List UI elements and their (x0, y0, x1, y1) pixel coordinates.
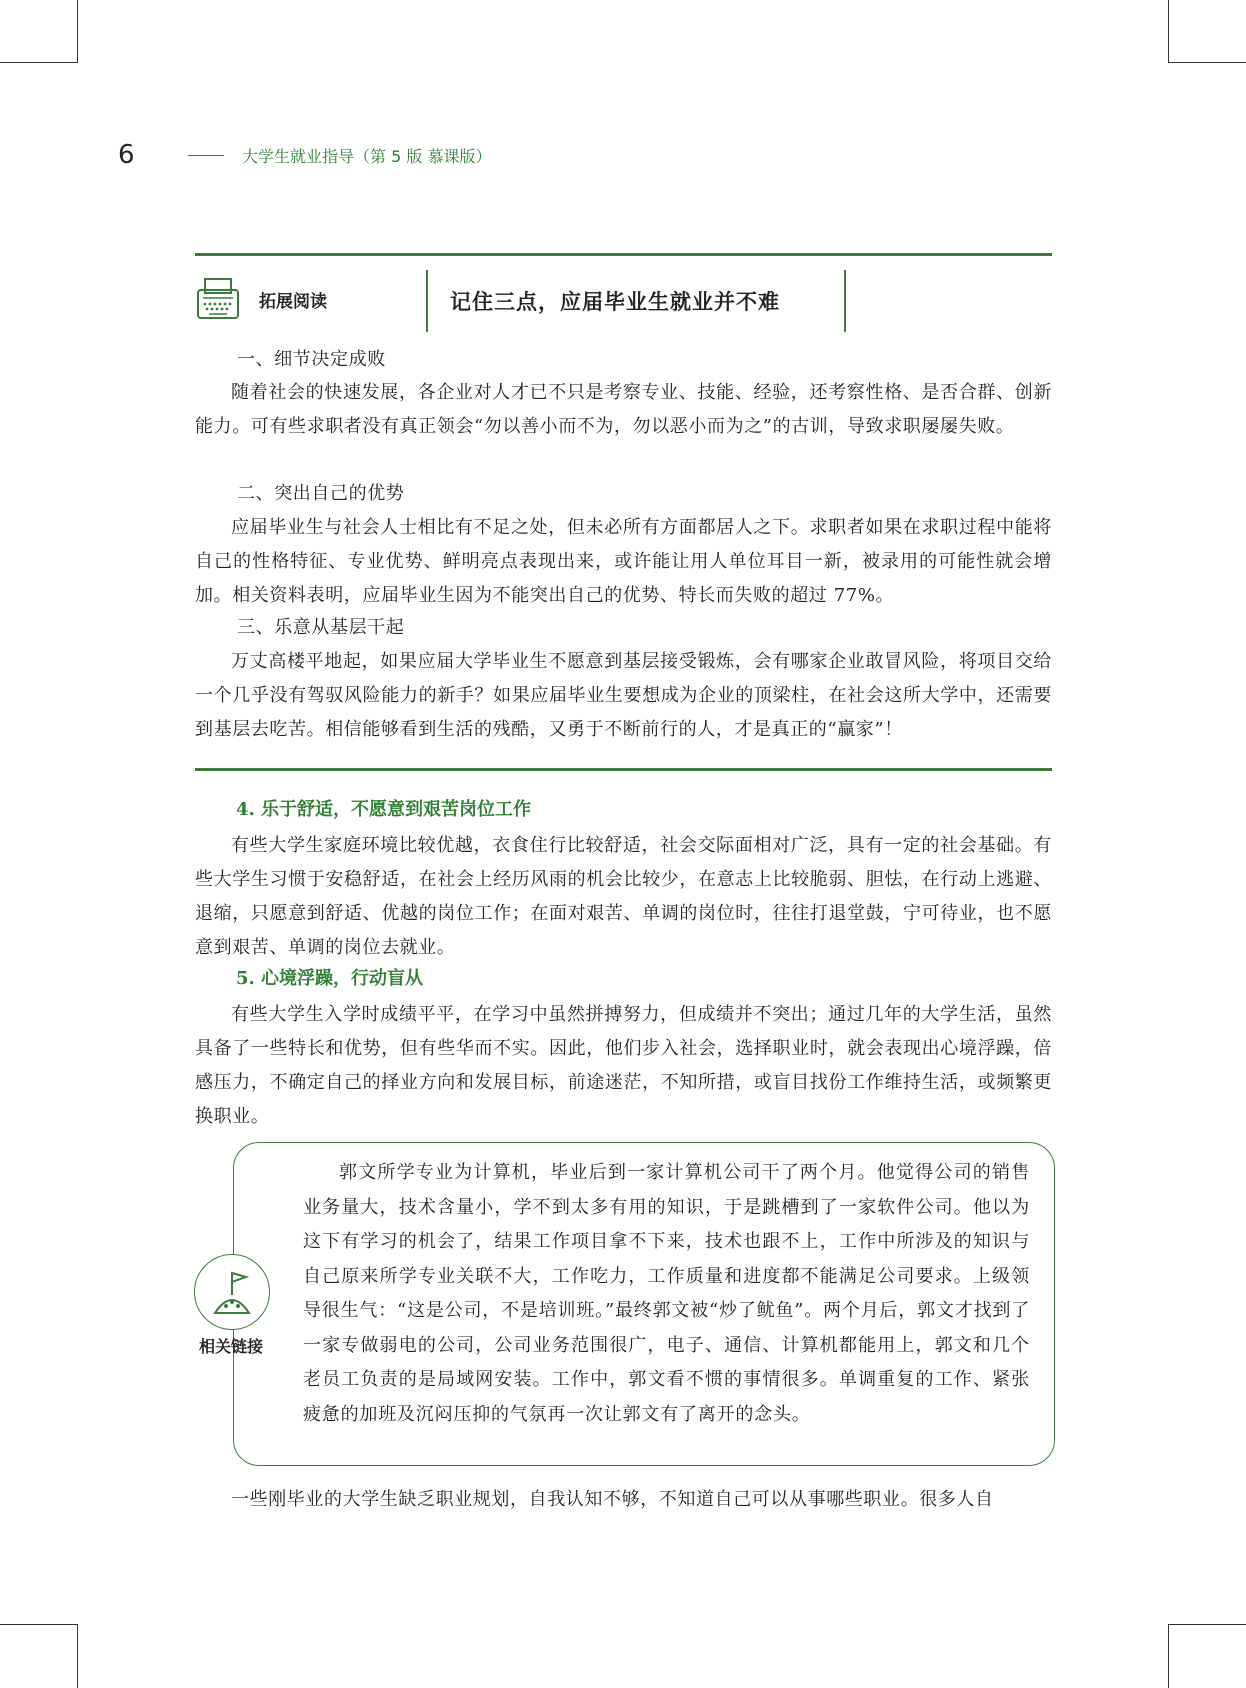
book-title: 大学生就业指导（第 5 版 慕课版） (242, 146, 492, 166)
section-4-heading: 4. 乐于舒适，不愿意到艰苦岗位工作 (236, 799, 532, 820)
extended-reading-top-rule (195, 253, 1052, 256)
extended-reading-bottom-rule (195, 768, 1052, 771)
crop-mark (77, 1624, 78, 1688)
section-body: 万丈高楼平地起，如果应届大学毕业生不愿意到基层接受锻炼，会有哪家企业敢冒风险，将项目交给一个几乎没有驾驭风险能力的新手？如果应届毕业生要想成为企业的顶梁柱，在社会这所大学中，还需要到基层去吃苦。相信能够看到生活的残酷，又勇于不断前行的人，才是真正的“赢家”！ (195, 651, 1052, 740)
section-heading: 一、细节决定成败 (237, 349, 386, 370)
crop-mark (0, 1624, 78, 1625)
page-number: 6 (118, 140, 135, 170)
crop-mark (1168, 1624, 1246, 1625)
title-divider (844, 270, 846, 332)
section-body: 随着社会的快速发展，各企业对人才已不只是考察专业、技能、经验，还考察性格、是否合群、创新能力。可有些求职者没有真正领会“勿以善小而不为，勿以恶小而为之”的古训，导致求职屡屡失败。 (195, 382, 1052, 437)
crop-mark (1168, 0, 1169, 62)
trailing-paragraph: 一些刚毕业的大学生缺乏职业规划，自我认知不够，不知道自己可以从事哪些职业。很多人自 (231, 1489, 994, 1510)
extended-reading-label: 拓展阅读 (259, 292, 327, 312)
typewriter-icon (195, 276, 241, 322)
related-link-badge (194, 1254, 270, 1330)
flag-hill-icon (195, 1255, 269, 1329)
related-link-text: 郭文所学专业为计算机，毕业后到一家计算机公司干了两个月。他觉得公司的销售业务量大，技术含量小，学不到太多有用的知识，于是跳槽到了一家软件公司。他以为这下有学习的机会了，结果工作项目拿不下来，技术也跟不上，工作中所涉及的知识与自己原来所学专业关联不大，工作吃力，工作质量和进度都不能满足公司要求。上级领导很生气：“这是公司，不是培训班。”最终郭文被“炒了鱿鱼”。两个月后，郭文才找到了一家专做弱电的公司，公司业务范围很广，电子、通信、计算机都能用上，郭文和几个老员工负责的是局域网安装。工作中，郭文看不惯的事情很多。单调重复的工作、紧张疲惫的加班及沉闷压抑的气氛再一次让郭文有了离开的念头。 (303, 1162, 1030, 1425)
section-5-heading: 5. 心境浮躁，行动盲从 (236, 968, 424, 989)
crop-mark (0, 62, 78, 63)
related-link-label: 相关链接 (198, 1337, 263, 1356)
crop-mark (77, 0, 78, 62)
section-5-body: 有些大学生入学时成绩平平，在学习中虽然拼搏努力，但成绩并不突出；通过几年的大学生活，虽然具备了一些特长和优势，但有些华而不实。因此，他们步入社会，选择职业时，就会表现出心境浮躁，倍感压力，不确定自己的择业方向和发展目标，前途迷茫，不知所措，或盲目找份工作维持生活，或频繁更换职业。 (195, 1004, 1052, 1127)
section-body: 应届毕业生与社会人士相比有不足之处，但未必所有方面都居人之下。求职者如果在求职过程中能将自己的性格特征、专业优势、鲜明亮点表现出来，或许能让用人单位耳目一新，被录用的可能性就会增加。相关资料表明，应届毕业生因为不能突出自己的优势、特长而失败的超过 77%。 (195, 517, 1052, 606)
running-header (118, 140, 491, 170)
header-rule (188, 155, 224, 156)
title-divider (426, 270, 428, 332)
section-4-body: 有些大学生家庭环境比较优越，衣食住行比较舒适，社会交际面相对广泛，具有一定的社会基础。有些大学生习惯于安稳舒适，在社会上经历风雨的机会比较少，在意志上比较脆弱、胆怯，在行动上逃避、退缩，只愿意到舒适、优越的岗位工作；在面对艰苦、单调的岗位时，往往打退堂鼓，宁可待业，也不愿意到艰苦、单调的岗位去就业。 (195, 835, 1052, 958)
crop-mark (1168, 62, 1246, 63)
extended-reading-header (195, 270, 1052, 332)
section-heading: 二、突出自己的优势 (237, 483, 405, 504)
crop-mark (1168, 1624, 1169, 1688)
section-heading: 三、乐意从基层干起 (237, 617, 405, 638)
extended-reading-title: 记住三点，应届毕业生就业并不难 (450, 289, 780, 314)
